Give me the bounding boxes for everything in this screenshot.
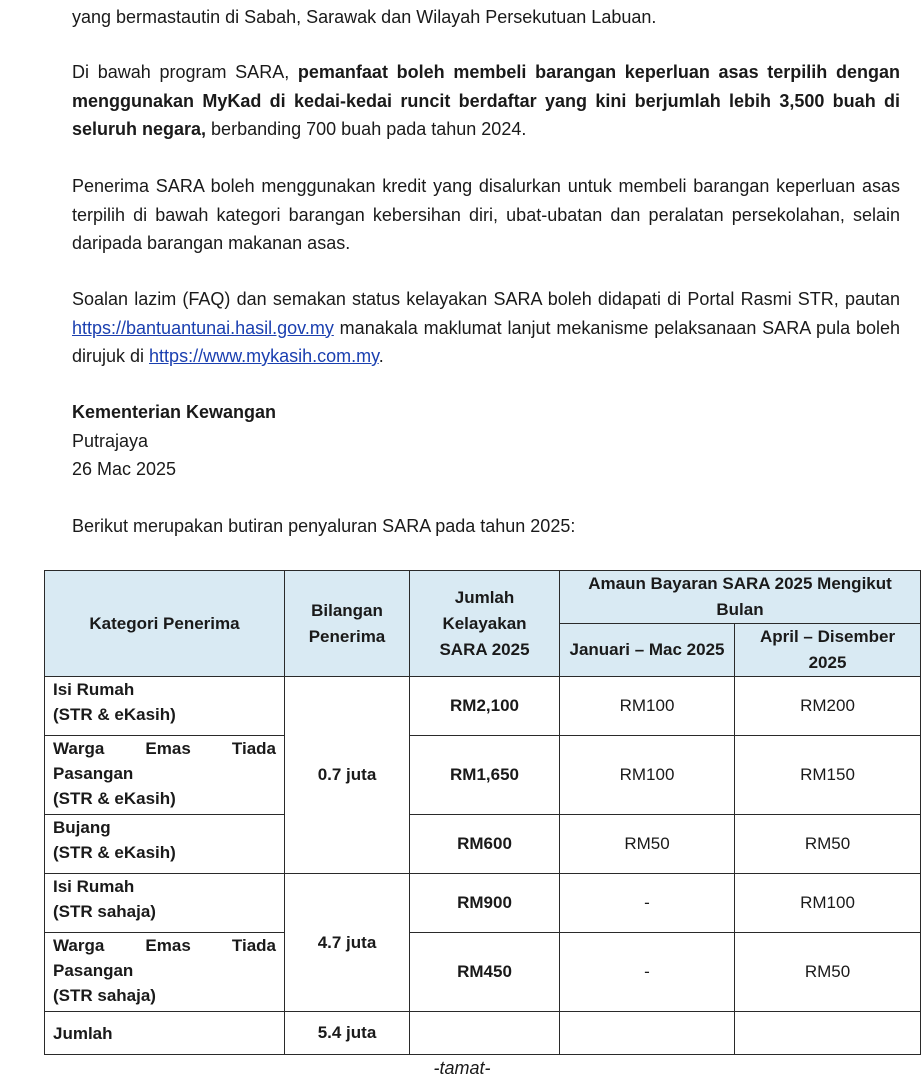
eligibility-amount: RM900: [410, 874, 560, 933]
ministry-name: Kementerian Kewangan: [72, 402, 277, 422]
apr-dec-amount: RM200: [735, 677, 921, 736]
table-row: [45, 736, 921, 815]
p1-text-a: Di bawah program SARA,: [72, 62, 298, 82]
eligibility-amount: RM600: [410, 815, 560, 874]
total-empty-cell: [560, 1012, 735, 1055]
paragraph-sara-program: [72, 58, 900, 144]
total-count: 5.4 juta: [285, 1012, 410, 1055]
recipient-count-group-2: 4.7 juta: [285, 874, 410, 1012]
eligibility-amount: RM450: [410, 933, 560, 1012]
header-jan-mar: Januari – Mac 2025: [560, 624, 735, 677]
header-monthly-amount: Amaun Bayaran SARA 2025 Mengikut Bulan: [560, 571, 921, 624]
apr-dec-amount: RM100: [735, 874, 921, 933]
p1-text-c: berbanding 700 buah pada tahun 2024.: [206, 119, 527, 139]
jan-mar-amount: RM100: [560, 736, 735, 815]
total-empty-cell: [735, 1012, 921, 1055]
header-eligibility: Jumlah Kelayakan SARA 2025: [410, 571, 560, 677]
header-category: Kategori Penerima: [45, 571, 285, 677]
end-marker: -tamat-: [433, 1058, 491, 1078]
table-row: [45, 874, 921, 933]
apr-dec-amount: RM150: [735, 736, 921, 815]
category-cell: Warga Emas Tiada Pasangan (STR & eKasih): [45, 736, 285, 815]
table-row: [45, 933, 921, 1012]
header-recipients: Bilangan Penerima: [285, 571, 410, 677]
jan-mar-amount: -: [560, 874, 735, 933]
paragraph-faq: [72, 285, 900, 371]
total-label: Jumlah: [45, 1012, 285, 1055]
jan-mar-amount: -: [560, 933, 735, 1012]
link-bantuantunai[interactable]: https://bantuantunai.hasil.gov.my: [72, 317, 334, 338]
table-row: [45, 677, 921, 736]
category-cell: Isi Rumah (STR & eKasih): [45, 677, 285, 736]
p3-text-a: Soalan lazim (FAQ) dan semakan status kelayakan SARA boleh didapati di Portal Rasmi STR, pautan: [72, 289, 900, 309]
p3-text-c: .: [378, 346, 384, 366]
jan-mar-amount: RM50: [560, 815, 735, 874]
category-cell: Bujang (STR & eKasih): [45, 815, 285, 874]
sara-distribution-table: [44, 570, 921, 1055]
table-row: [45, 815, 921, 874]
p1-text-bold: pemanfaat boleh membeli barangan keperluan asas terpilih dengan menggunakan MyKad di kedai-kedai runcit berdaftar yang kini berjumlah lebih 3,500 buah di seluruh negara,: [72, 62, 900, 139]
signature-block: [72, 398, 276, 484]
apr-dec-amount: RM50: [735, 815, 921, 874]
eligibility-amount: RM2,100: [410, 677, 560, 736]
p3-text-b: manakala maklumat lanjut mekanisme pelaksanaan SARA pula boleh dirujuk di: [72, 317, 900, 366]
total-row: [45, 1012, 921, 1055]
header-apr-dec: April – Disember 2025: [735, 624, 921, 677]
link-mykasih[interactable]: https://www.mykasih.com.my: [149, 346, 379, 366]
jan-mar-amount: RM100: [560, 677, 735, 736]
total-empty-cell: [410, 1012, 560, 1055]
eligibility-amount: RM1,650: [410, 736, 560, 815]
signature-date: 26 Mac 2025: [72, 459, 177, 479]
category-cell: Warga Emas Tiada Pasangan (STR sahaja): [45, 933, 285, 1012]
signature-place: Putrajaya: [72, 430, 149, 451]
category-cell: Isi Rumah (STR sahaja): [45, 874, 285, 933]
apr-dec-amount: RM50: [735, 933, 921, 1012]
table-intro: Berikut merupakan butiran penyaluran SARA pada tahun 2025:: [72, 516, 576, 536]
recipient-count-group-1: 0.7 juta: [285, 677, 410, 874]
paragraph-credit-usage: Penerima SARA boleh menggunakan kredit yang disalurkan untuk membeli barangan keperluan asas terpilih di bawah kategori barangan kebersihan diri, ubat-ubatan dan peralatan persekolahan, selain daripada barangan makanan asas.: [72, 176, 900, 253]
paragraph-residence: yang bermastautin di Sabah, Sarawak dan Wilayah Persekutuan Labuan.: [72, 7, 657, 27]
